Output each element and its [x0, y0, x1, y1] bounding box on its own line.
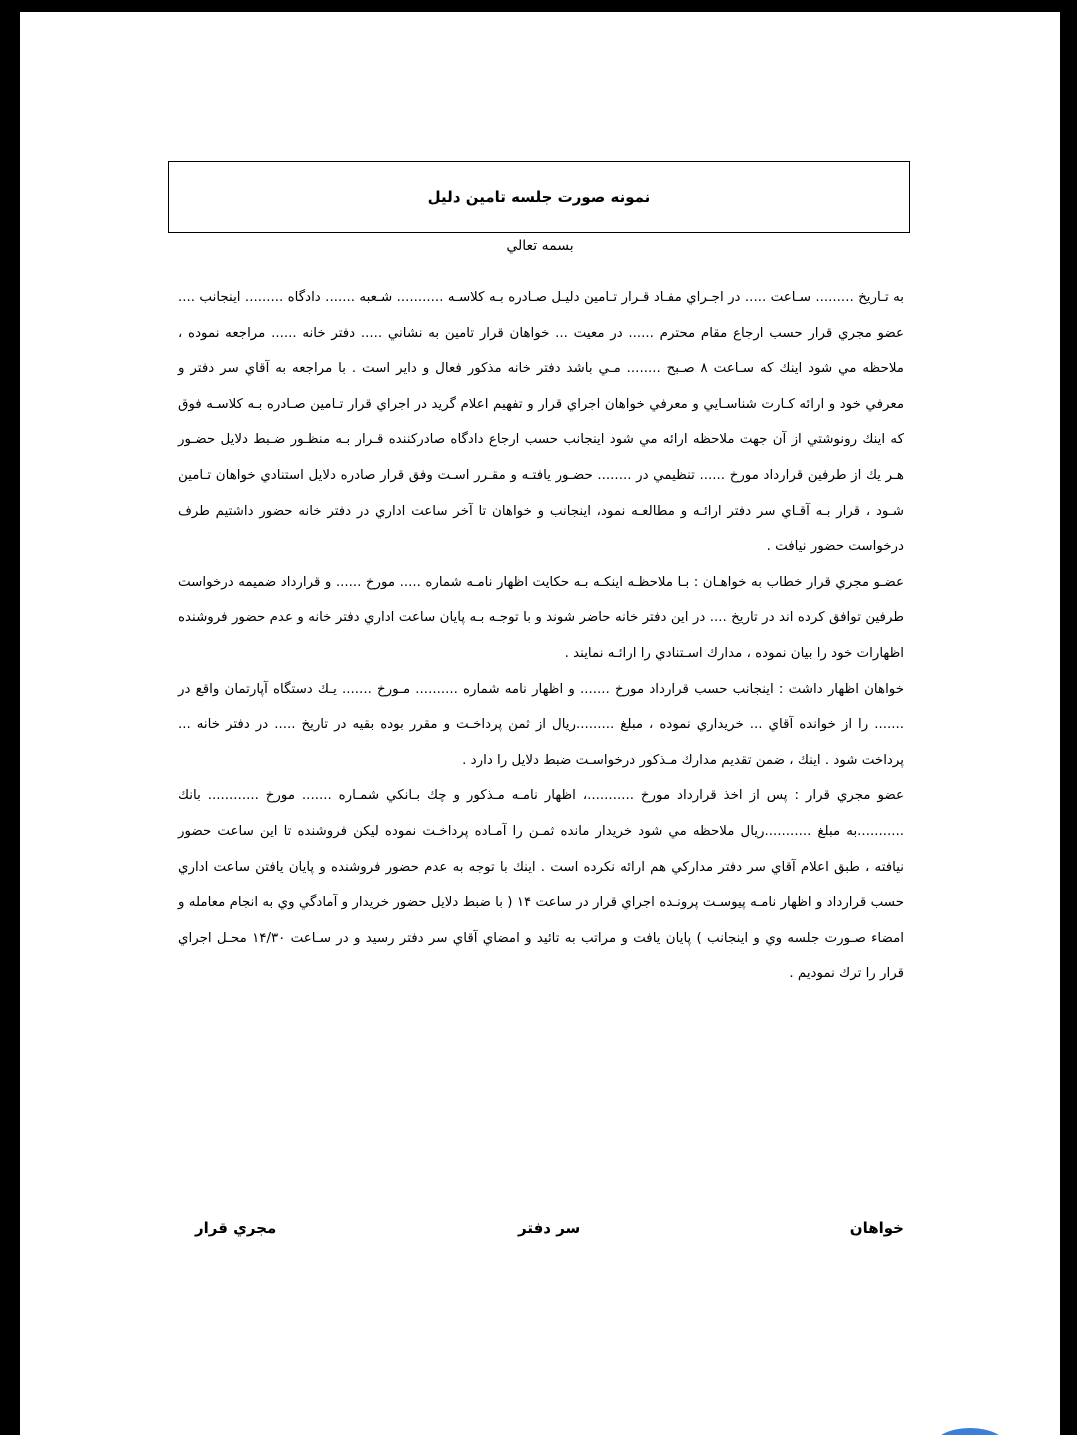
bismillah-heading: بسمه تعالي — [506, 238, 574, 254]
signature-executor: مجري قرار — [195, 1219, 277, 1237]
paragraph-4: عضو مجري قرار : پس از اخذ قرارداد مورخ ...........، اظهار نامـه مـذكور و چك بـانكي شمـاره ....... مورخ ............ بانك ...........به مبلغ ...........ريال ملاحظه مي شود خريدار مانده ثمـن را آمـاده پرداخـت نموده ليكن فروشنده تا اين ساعت حضور نيافته ، طبق اعلام آقاي سر دفتر مداركي هم ارائه نكرده است . اينك با توجه به عدم حضور فروشنده و پايان يافتن ساعت اداري حسب قرارداد و اظهار نامـه پيوسـت پرونـده اجراي قرار در ساعت ١۴ ( با ضبط دلايل حضور خريدار و آمادگي وي به انجام معامله و امضاء صـورت جلسه وي و اينجانب ) پايان يافت و مراتب به تائيد و امضاي آقاي سر دفتر رسيد و در سـاعت ١۴/٣٠ محـل اجراي قرار را ترك نموديم . — [178, 788, 905, 982]
floating-action-button[interactable] — [932, 1428, 1008, 1435]
paragraph-2: عضـو مجري قرار خطاب به خواهـان : بـا ملاحظـه اينكـه بـه حكايت اظهار نامـه شماره ..... مورخ ...... و قرارداد ضميمه درخواست طرفين توافق كرده اند در تاريخ .... در اين دفتر خانه حاضر شوند و با توجـه بـه پايان ساعت اداري دفتر خانه و عدم حضور فروشنده اظهارات خود را بيان نموده ، مدارك اسـتنادي را ارائـه نمايند . — [178, 574, 904, 661]
paragraph-1: به تـاريخ ......... سـاعت ..... در اجـراي مفـاد قـرار تـامين دليـل صـادره بـه كلاسـه ........... شـعبه ....... دادگاه ......... اينجانب .... عضو مجري قرار حسب ارجاع مقام محترم ...... در معيت ... خواهان قرار تامين به نشاني ..... دفتر خانه ...... مراجعه نموده ، ملاحظه مي شود اينك كه سـاعت ٨ صـبح ........ مـي باشد دفتر خانه مذكور فعال و داير است . با مراجعه به آقاي سر دفتر و معرفي خود و ارائه كـارت شناسـايي و معرفي خواهان اجراي قرار و تفهيم اعلام گريد در اجراي قرار تـامين صـادره بـه كلاسـه فوق كه اينك رونوشتي از آن جهت ملاحظه ارائه مي شود اينجانب حسب ارجاع دادگاه صادركننده قـرار بـه منظـور ضـبط دلايل حضـور هـر يك از طرفين قرارداد مورخ ...... تنظيمي در ........ حضـور يافتـه و مقـرر اسـت وفق قرار صادره دلايل استنادي خواهان تـامين شـود ، قرار بـه آقـاي سر دفتر ارائـه و مطالعـه نمود، اينجانب و خواهان تا آخر ساعت اداري در دفتر خانه حضور داشتيم طرف درخواست حضور نيافت . — [178, 290, 904, 555]
signature-plaintiff: خواهان — [849, 1219, 904, 1237]
title-box — [168, 161, 910, 233]
document-page — [20, 12, 1060, 1435]
document-title: نمونه صورت جلسه تامين دليل — [427, 188, 651, 206]
signature-notary: سر دفتر — [518, 1219, 581, 1237]
document-body — [178, 280, 904, 992]
paragraph-3: خواهان اظهار داشت : اينجانب حسب قرارداد مورخ ....... و اظهار نامه شماره .......... مـورخ ....... يـك دستگاه آپارتمان واقع در ....... را از خوانده آقاي ... خريداري نموده ، مبلغ .........ريال از ثمن پرداخـت و مقرر بوده بقيه در تاريخ ..... در دفتر خانه ... پرداخت شود . اينك ، ضمن تقديم مدارك مـذكور درخواسـت ضبط دلايل را دارد . — [178, 681, 904, 768]
